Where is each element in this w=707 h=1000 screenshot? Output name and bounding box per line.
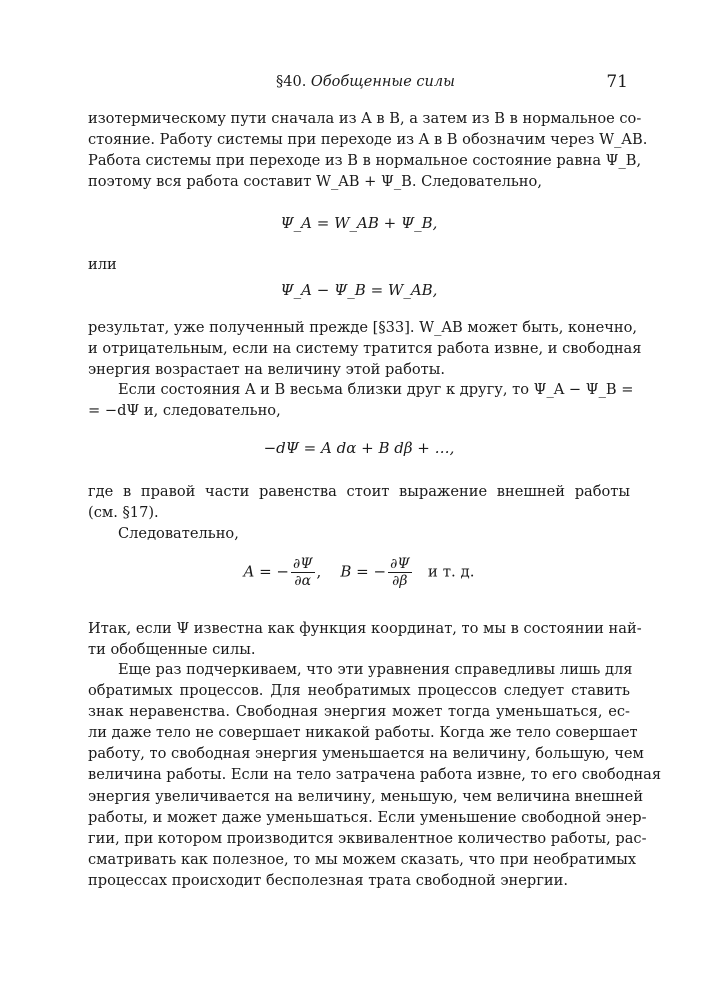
text-line: энергия увеличивается на величину, меньшую, чем величина внешней [88,787,644,805]
eq4-tail: и т. д. [427,562,475,581]
paragraph-6 [88,618,642,660]
section-title: Обобщенные силы [310,74,455,90]
text-line: величина работы. Если на тело затрачена работа извне, то его свободная [88,766,662,784]
paragraph-7 [88,659,662,891]
text-line: и отрицательным, если на систему тратится работа извне, и свободная [88,340,642,358]
text-line: Если состояния A и B весьма близки друг к другу, то Ψ_A − Ψ_B = [118,381,634,398]
text-line: = −dΨ и, следовательно, [88,402,281,420]
running-header [88,74,630,98]
text-line: стояние. Работу системы при переходе из A в B обозначим через W_AB. [88,131,648,149]
text-line: сматривать как полезное, то мы можем сказать, что при необратимых [88,850,637,868]
word-ili: или [88,256,117,273]
text-line: ли даже тело не совершает никакой работы. Когда же тело совершает [88,724,638,742]
section-number: §40. [276,74,307,90]
eq4-separator: , [316,562,322,581]
text-line: Еще раз подчеркиваем, что эти уравнения справедливы лишь для [118,661,633,678]
text-line: гии, при котором производится эквивалентное количество работы, рас- [88,829,647,847]
text-line: знак неравенства. Свободная энергия может тогда уменьшаться, ес- [88,703,630,721]
text-line: где в правой части равенства стоит выражение внешней работы [88,483,630,500]
text-line: изотермическому пути сначала из A в B, а затем из B в нормальное со- [88,110,642,127]
text-line: процессах происходит бесполезная трата свободной энергии. [88,871,568,889]
text-line: работы, и может даже уменьшаться. Если уменьшение свободной энер- [88,808,647,826]
paragraph-3 [88,379,634,421]
text-line: Итак, если Ψ известна как функция координат, то мы в состоянии най- [88,620,642,637]
paragraph-5 [88,523,630,544]
fraction-denominator: ∂β [392,573,408,589]
text-line: работу, то свободная энергия уменьшается на величину, большую, чем [88,745,644,763]
equation-1: Ψ_A = W_AB + Ψ_B, [280,214,438,232]
text-line: ти обобщенные силы. [88,641,256,659]
paragraph-4 [88,481,630,523]
equation-2: Ψ_A − Ψ_B = W_AB, [280,281,438,299]
eq4-lhs1: A = − [243,562,289,581]
eq4-lhs2: B = − [340,562,387,581]
text-line: обратимых процессов. Для необратимых процессов следует ставить [88,682,630,700]
fraction-1 [291,556,315,589]
section-header [276,74,455,90]
text-line: (см. §17). [88,504,159,522]
paragraph-1 [88,108,648,192]
equation-4 [88,556,630,589]
text-line: Следовательно, [118,525,239,542]
text-line: поэтому вся работа составит W_AB + Ψ_B. Следовательно, [88,173,542,191]
text-line: результат, уже полученный прежде [§33]. W_AB может быть, конечно, [88,319,638,336]
text-line: Работа системы при переходе из B в нормальное состояние равна Ψ_B, [88,152,642,170]
page-number: 71 [606,72,628,92]
fraction-numerator: ∂Ψ [292,556,313,572]
fraction-denominator: ∂α [294,573,312,589]
equation-3: −dΨ = A dα + B dβ + …, [263,439,455,457]
text-line: энергия возрастает на величину этой работы. [88,361,445,379]
fraction-2 [388,556,412,589]
paragraph-2 [88,317,642,380]
fraction-numerator: ∂Ψ [390,556,410,572]
